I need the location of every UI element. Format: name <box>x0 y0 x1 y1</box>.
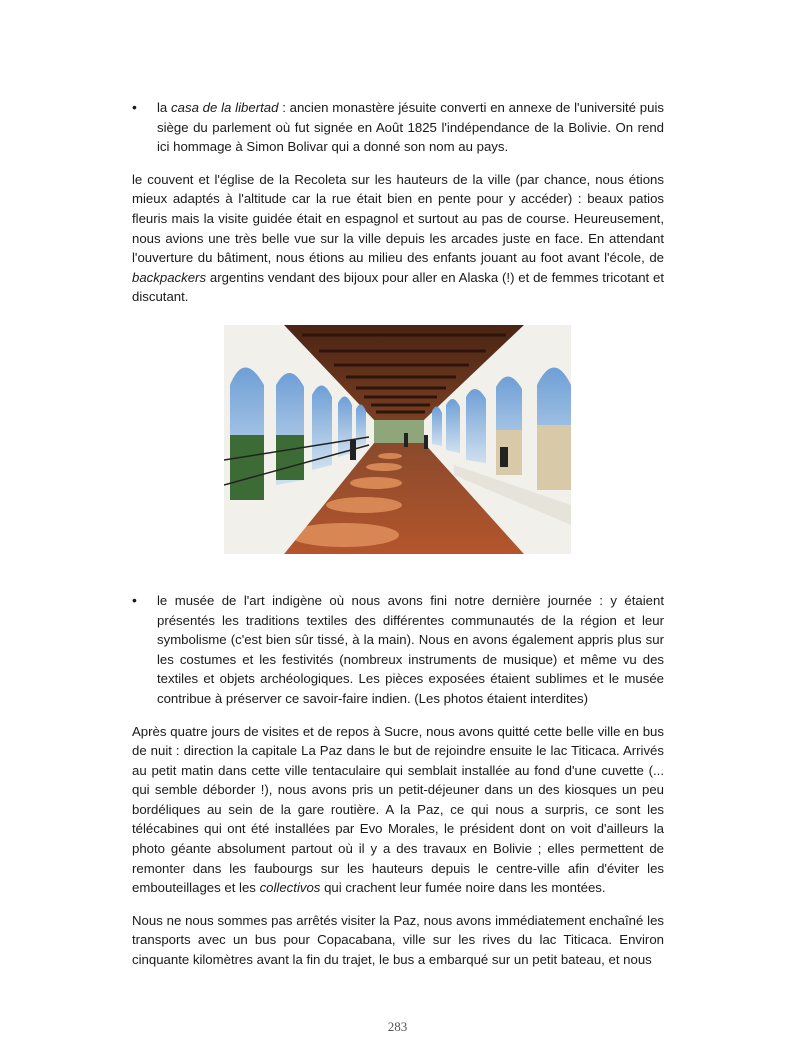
paragraph-recoleta: le couvent et l'église de la Recoleta sur les hauteurs de la ville (par chance, nous étions mieux adaptés à l'altitude car la rue était bien en pente pour y accéder) : beaux patios fleuris mais la visite guidée était en espagnol et surtout au pas de course. Heureusement, nous avions une très belle vue sur la ville depuis les arcades juste en face. En attendant l'ouverture du bâtiment, nous étions au milieu des enfants jouant au foot avant l'école, de backpackers argentins vendant des bijoux pour aller en Alaska (!) et de femmes tricotant et discutant. <box>132 171 664 305</box>
paragraph-la-paz: Après quatre jours de visites et de repos à Sucre, nous avons quitté cette belle ville en bus de nuit : direction la capitale La Paz dans le but de rejoindre ensuite le lac Titicaca. Arrivés au petit matin dans cette ville tentaculaire qui semblait installée au fond d'une cuvette (... qui semble déborder !), nous avons pris un petit-déjeuner dans un des kiosques un peu bordéliques au sein de la gare routière. A la Paz, ce qui nous a surpris, ce sont les télécabines qui ont été installées par Evo Morales, le président dont on voit d'ailleurs la photo géante absolument partout où il y a des travaux en Bolivie ; elles permettent de remonter dans les faubourgs sur les hauteurs depuis le centre-ville afin d'éviter les embouteillages et les collectivos qui crachent leur fumée noire dans les montées. <box>132 723 664 896</box>
arcade-photo <box>224 325 571 554</box>
emphasis-backpackers: backpackers <box>132 269 207 285</box>
emphasis-collectivos: collectivos <box>259 880 321 896</box>
bullet-musee-art-indigene: • le musée de l'art indigène où nous avons fini notre dernière journée : y étaient présentés les traditions textiles des différentes communautés de la région et leur symbolisme (c'est bien sûr tissé, à la main). Nous en avons également appris plus sur les costumes et les festivités (nombreux instruments de musique) et même vu des textiles et objets archéologiques. Les pièces exposées étaient sublimes et le musée contribue à préserver ce savoir-faire indien. (Les photos étaient interdites) <box>132 591 664 709</box>
paragraph-copacabana: Nous ne nous sommes pas arrêtés visiter la Paz, nous avons immédiatement enchaîné les transports avec un bus pour Copacabana, ville sur les rives du lac Titicaca. Environ cinquante kilomètres avant la fin du trajet, le bus a embarqué sur un petit bateau, et nous <box>132 912 664 968</box>
page-number: 283 <box>387 1019 408 1034</box>
bullet-casa-de-la-libertad: • la casa de la libertad : ancien monastère jésuite converti en annexe de l'université puis siège du parlement où fut signée en Août 1825 l'indépendance de la Bolivie. On rend ici hommage à Simon Bolivar qui a donné son nom au pays. <box>132 98 664 157</box>
page-content <box>132 98 664 970</box>
emphasis-casa: casa de la libertad <box>171 100 279 115</box>
